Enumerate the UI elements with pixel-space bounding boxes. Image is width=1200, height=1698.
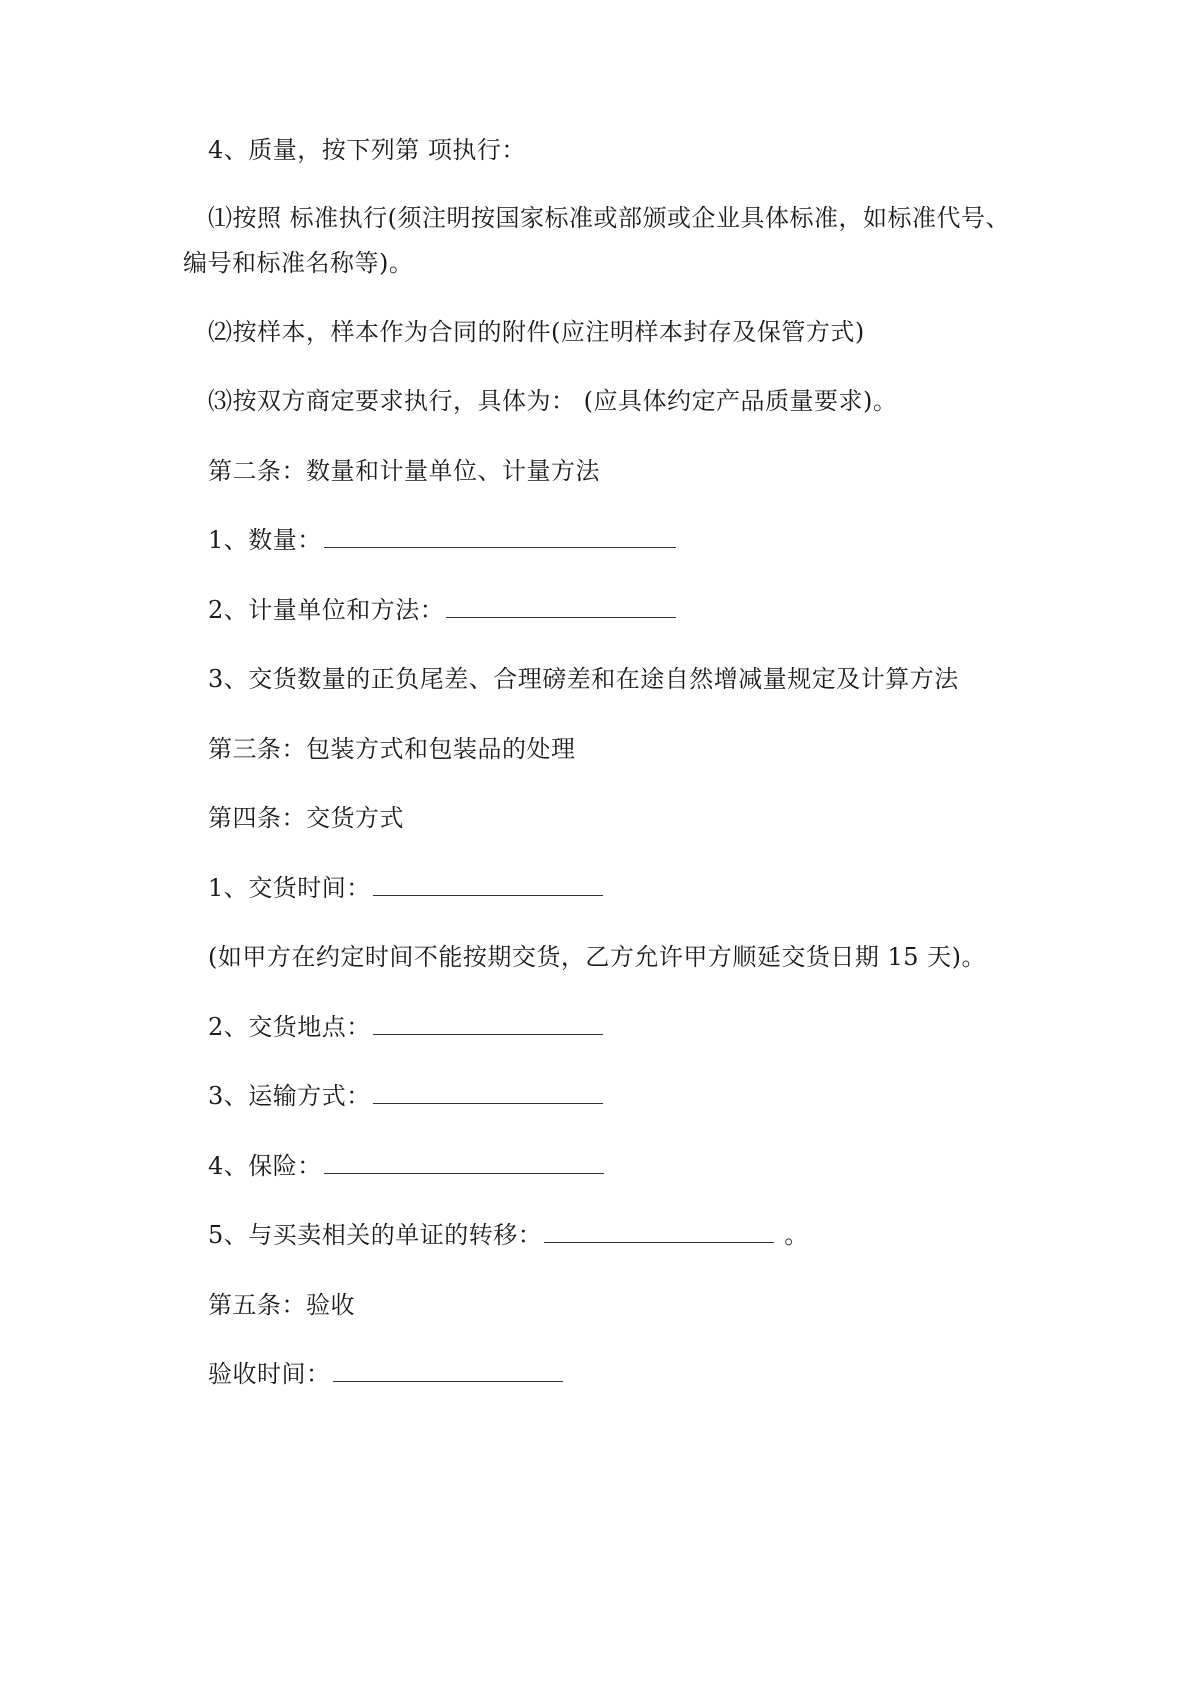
- article-2-unit-method: 2、计量单位和方法：: [208, 595, 676, 625]
- quality-option-1-line-1: ⑴按照 标准执行(须注明按国家标准或部颁或企业具体标准，如标准代号、: [208, 204, 1010, 232]
- quantity-blank: [324, 525, 676, 548]
- article-5-acceptance-time: 验收时间：: [208, 1359, 563, 1389]
- quality-heading: 4、质量，按下列第 项执行：: [208, 136, 526, 164]
- insurance-blank: [324, 1151, 604, 1174]
- article-4-delivery-place: 2、交货地点：: [208, 1012, 603, 1042]
- article-4-insurance: 4、保险：: [208, 1151, 604, 1181]
- delivery-place-blank: [373, 1012, 603, 1035]
- article-4-title: 第四条：交货方式: [208, 804, 404, 832]
- article-3-title: 第三条：包装方式和包装品的处理: [208, 735, 576, 763]
- unit-method-blank: [446, 595, 676, 618]
- article-2-tolerance: 3、交货数量的正负尾差、合理磅差和在途自然增减量规定及计算方法: [208, 665, 959, 693]
- article-4-delay-note: (如甲方在约定时间不能按期交货，乙方允许甲方顺延交货日期 15 天)。: [208, 943, 987, 971]
- article-4-delivery-time: 1、交货时间：: [208, 873, 603, 903]
- documents-blank: [544, 1220, 774, 1243]
- article-2-title: 第二条：数量和计量单位、计量方法: [208, 457, 600, 485]
- quality-option-3: ⑶按双方商定要求执行，具体为： (应具体约定产品质量要求)。: [208, 387, 898, 415]
- acceptance-time-blank: [333, 1359, 563, 1382]
- quality-option-2: ⑵按样本，样本作为合同的附件(应注明样本封存及保管方式): [208, 318, 865, 346]
- delivery-time-blank: [373, 873, 603, 896]
- quality-option-1-line-2: 编号和标准名称等)。: [183, 249, 414, 277]
- article-2-quantity: 1、数量：: [208, 525, 676, 555]
- article-5-title: 第五条：验收: [208, 1291, 355, 1319]
- article-4-documents: 5、与买卖相关的单证的转移： 。: [208, 1221, 809, 1249]
- article-4-transport: 3、运输方式：: [208, 1081, 603, 1111]
- transport-blank: [373, 1081, 603, 1104]
